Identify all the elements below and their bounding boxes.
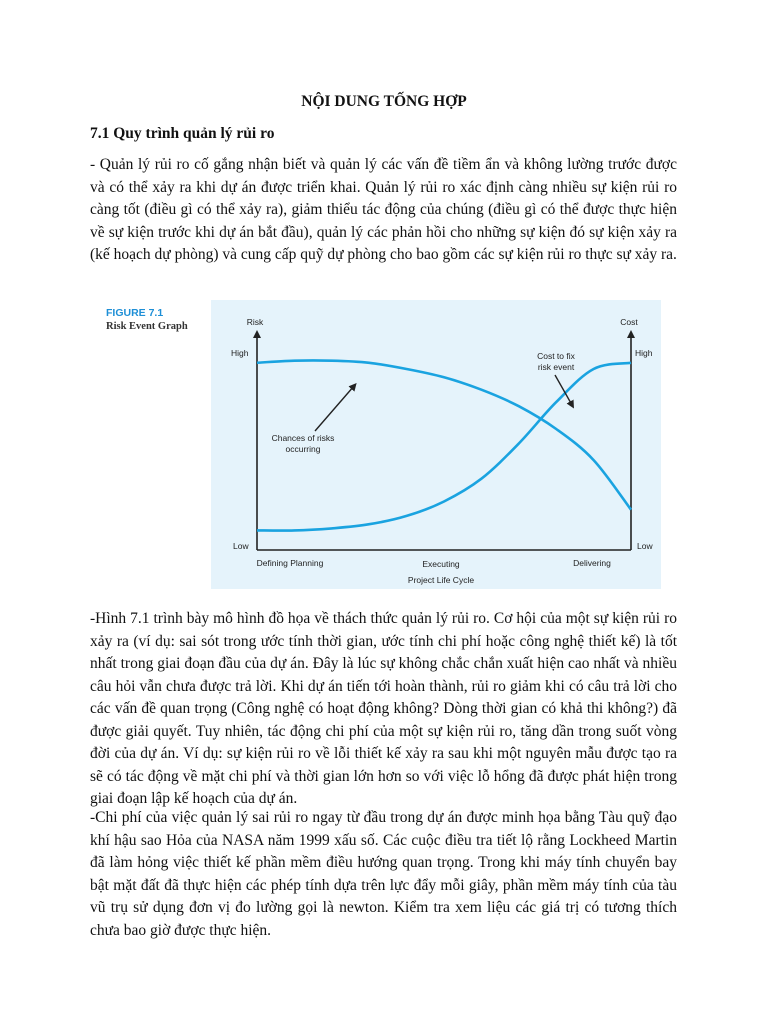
annotation-cost-line2: risk event [537, 362, 575, 372]
x-tick-label: Delivering [573, 558, 611, 568]
y-right-tick-low: Low [637, 541, 653, 551]
figure-caption: Risk Event Graph [106, 321, 188, 332]
paragraph-2: -Hình 7.1 trình bày mô hình đồ họa về thách thức quản lý rủi ro. Cơ hội của một sự kiện rủi ro xảy ra (ví dụ: sai sót trong ước tính thời gian, ước tính chi phí hoặc công nghệ thiết kế) là tốt nhất trong giai đoạn đầu của dự án. Đây là lúc sự không chắc chắn xuất hiện cao nhất và nhiều câu hỏi vẫn chưa được trả lời. Khi dự án tiến tới hoàn thành, rủi ro giảm khi có câu trả lời cho các vấn đề quan trọng (Công nghệ có hoạt động không? Dòng thời gian có khả thi không?) đã được giải quyết. Tuy nhiên, tác động chi phí của một sự kiện rủi ro, tăng dần trong suốt vòng đời của dự án. Ví dụ: sự kiện rủi ro về lỗi thiết kế xảy ra sau khi một nguyên mẫu được tạo ra sẽ có tác động về mặt chi phí và thời gian lớn hơn so với việc lỗ hổng đã được phát hiện trong giai đoạn lập kế hoạch của dự án. [90, 610, 677, 807]
annotation-cost-line1: Cost to fix [537, 351, 575, 361]
y-right-tick-high: High [635, 348, 653, 358]
figure-label [106, 307, 188, 332]
annotation-chances-line1: Chances of risks [271, 433, 335, 443]
x-tick-label: Executing [422, 559, 460, 569]
x-tick-label: Defining Planning [256, 558, 324, 568]
document-title: NỘI DUNG TỐNG HỢP [301, 93, 467, 110]
y-left-label: Risk [246, 317, 264, 327]
section-heading: 7.1 Quy trình quản lý rủi ro [90, 125, 275, 142]
risk-event-graph [211, 300, 661, 589]
x-axis-label: Project Life Cycle [407, 575, 475, 585]
annotation-arrow-chances [315, 386, 354, 431]
y-left-tick-high: High [231, 348, 249, 358]
figure-number: FIGURE 7.1 [106, 307, 164, 319]
y-right-label: Cost [620, 317, 638, 327]
annotation-chances-line2: occurring [285, 444, 321, 454]
chart-svg [211, 300, 661, 589]
y-left-tick-low: Low [233, 541, 249, 551]
paragraph-1: - Quản lý rủi ro cố gắng nhận biết và quản lý các vấn đề tiềm ẩn và không lường trước được và có thể xảy ra khi dự án được triển khai. Quản lý rủi ro xác định càng nhiều sự kiện rủi ro càng tốt (điều gì có thể xảy ra), giảm thiểu tác động của chúng (điều gì có thể được thực hiện về sự kiện trước khi dự án bắt đầu), quản lý các phản hồi cho những sự kiện đó sự kiện xảy ra (kế hoạch dự phòng) và cung cấp quỹ dự phòng cho bao gồm các sự kiện rủi ro thực sự xảy ra. [90, 156, 677, 263]
paragraph-3: -Chi phí của việc quản lý sai rủi ro ngay từ đầu trong dự án được minh họa bằng Tàu quỹ đạo khí hậu sao Hỏa của NASA năm 1999 xấu số. Các cuộc điều tra tiết lộ rằng Lockheed Martin đã làm hỏng việc thiết kế phần mềm điều hướng quan trọng. Trong khi máy tính chuyển bay bật mặt đất đã thực hiện các phép tính dựa trên lực đẩy mỗi giây, phần mềm máy tính của tàu vũ trụ sử dụng đơn vị đo lường gọi là newton. Kiểm tra xem liệu các giá trị có tương thích chưa bao giờ được thực hiện. [90, 809, 677, 939]
